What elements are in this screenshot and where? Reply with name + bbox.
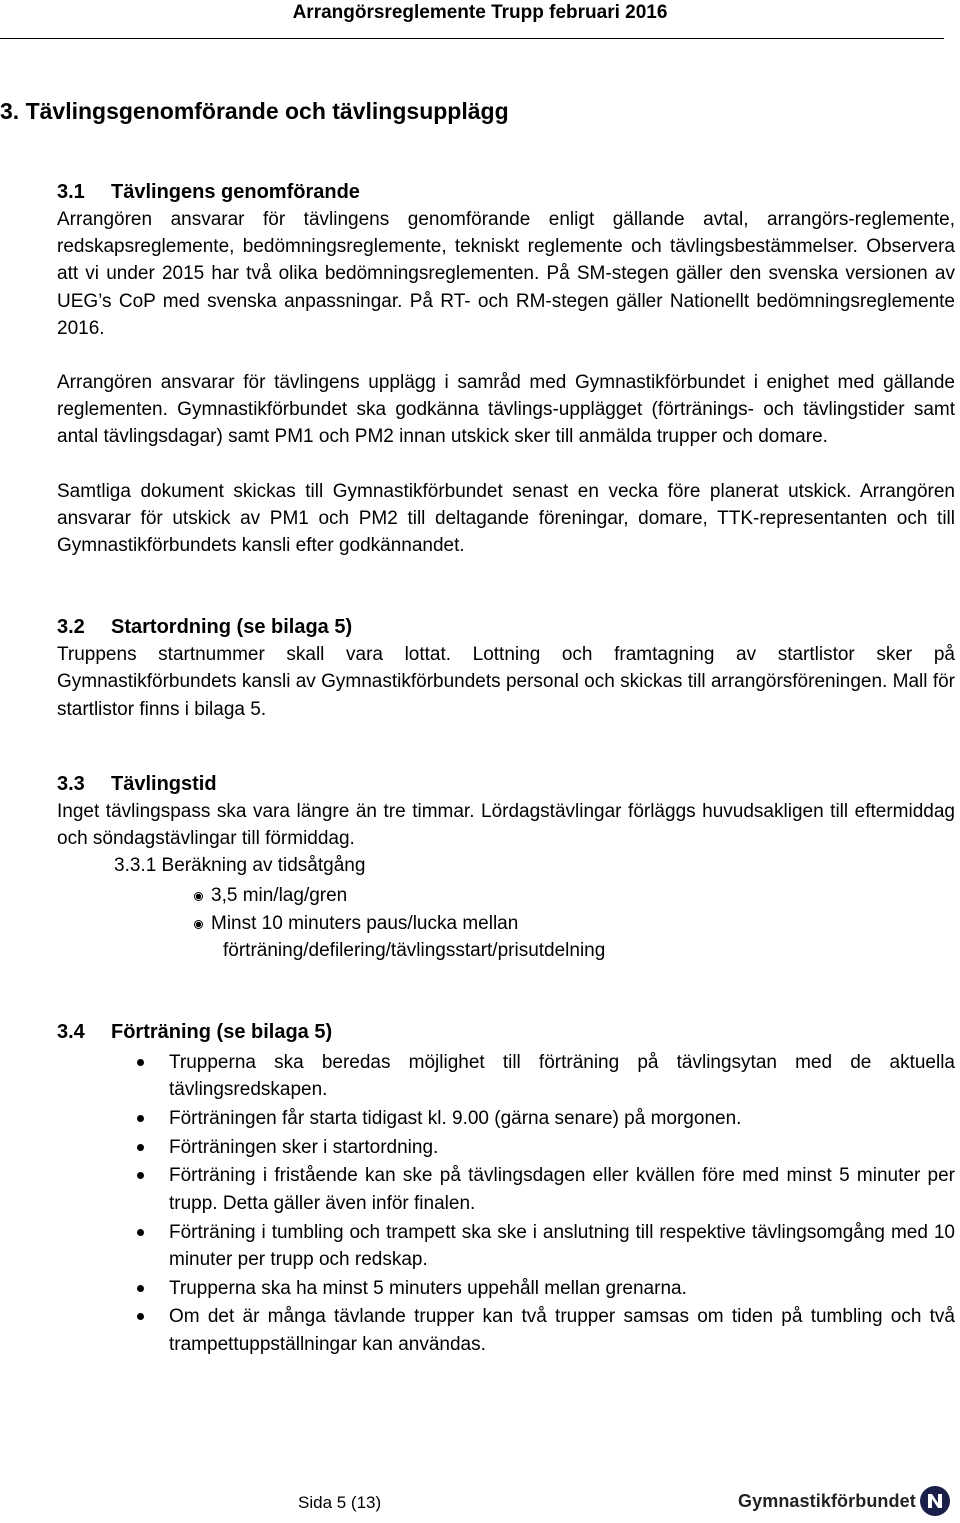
- section-3-4-heading: [57, 1019, 955, 1046]
- list-item: Trupperna ska beredas möjlighet till förträning på tävlingsytan med de aktuella tävlingsredskapen.: [57, 1049, 955, 1104]
- bullet-list: [57, 882, 955, 965]
- section-number: 3.3: [57, 772, 85, 795]
- section-number: 3.2: [57, 616, 85, 639]
- paragraph: Truppens startnummer skall vara lottat. Lottning och framtagning av startlistor sker på Gymnastikförbundets kansli av Gymnastikförbundets personal och skickas till arrangörsföreningen. Mall för startlistor finns i bilaga 5.: [57, 644, 955, 720]
- subsection-heading: 3.3.1 Beräkning av tidsåtgång: [114, 855, 366, 877]
- list-item: Förträningen får starta tidigast kl. 9.00 (gärna senare) på morgonen.: [57, 1105, 955, 1132]
- page-header: Arrangörsreglemente Trupp februari 2016: [292, 2, 668, 23]
- paragraph: Samtliga dokument skickas till Gymnastikförbundet senast en vecka före planerat utskick. Arrangören ansvarar för utskick av PM1 och PM2 till deltagande föreningar, domare, TTK-representanten och till Gymnastikförbundets kansli efter godkännandet.: [57, 480, 955, 557]
- paragraph: Arrangören ansvarar för tävlingens genomförande enligt gällande avtal, arrangörs-reglemente, redskapsreglemente, bedömningsreglemente, tekniskt reglemente och tävlingsbestämmelser. Observera att vi under 2015 har två olika bedömningsreglementen. På SM-stegen gäller den svenska versionen av UEG’s CoP med svenska anpassningar. På RT- och RM-stegen gäller Nationellt bedömningsreglemente 2016.: [57, 209, 955, 339]
- section-3-1-heading: [57, 179, 955, 206]
- list-item: Förträning i fristående kan ske på tävlingsdagen eller kvällen före med minst 5 minuter per trupp. Detta gäller även inför finalen.: [57, 1162, 955, 1217]
- document-body: [57, 179, 955, 1360]
- list-item: Trupperna ska ha minst 5 minuters uppehåll mellan grenarna.: [57, 1275, 955, 1302]
- page-number: Sida 5 (13): [298, 1493, 382, 1512]
- section-number: 3.4: [57, 1020, 85, 1043]
- list-item: Om det är många tävlande trupper kan två trupper samsas om tiden på tumbling och två trampettuppställningar kan användas.: [57, 1303, 955, 1358]
- section-title: Tävlingens genomförande: [111, 181, 360, 203]
- paragraph: Arrangören ansvarar för tävlingens upplägg i samråd med Gymnastikförbundet i enighet med gällande reglementen. Gymnastikförbundet ska godkänna tävlings-upplägget (förtränings- och tävlingstider samt antal tävlingsdagar) samt PM1 och PM2 innan utskick sker till anmälda trupper och domare.: [57, 372, 955, 448]
- paragraph: Inget tävlingspass ska vara längre än tre timmar. Lördagstävlingar förläggs huvudsakligen till eftermiddag och söndagstävlingar till förmiddag.: [57, 800, 955, 850]
- logo-text: Gymnastikförbundet: [738, 1490, 916, 1511]
- bullet-list: [57, 1049, 955, 1358]
- section-3-3-heading: [57, 771, 955, 798]
- list-item: Förträningen sker i startordning.: [57, 1134, 955, 1161]
- chapter-title: 3. Tävlingsgenomförande och tävlingsupplägg: [0, 98, 509, 124]
- gymnastikforbundet-logo: [738, 1486, 950, 1516]
- section-number: 3.1: [57, 181, 85, 203]
- section-title: Startordning (se bilaga 5): [111, 616, 353, 639]
- list-item: Minst 10 minuters paus/lucka mellan förträning/defilering/tävlingsstart/prisutdelning: [191, 910, 955, 965]
- list-item: Förträning i tumbling och trampett ska ske i anslutning till respektive tävlingsomgång med 10 minuter per trupp och redskap.: [57, 1219, 955, 1274]
- section-title: Tävlingstid: [111, 772, 217, 795]
- header-rule: [0, 38, 944, 39]
- list-item: 3,5 min/lag/gren: [191, 882, 955, 910]
- gymnastikforbundet-logo-icon: [920, 1486, 950, 1516]
- section-3-2-heading: [57, 614, 955, 641]
- section-title: Förträning (se bilaga 5): [111, 1020, 333, 1043]
